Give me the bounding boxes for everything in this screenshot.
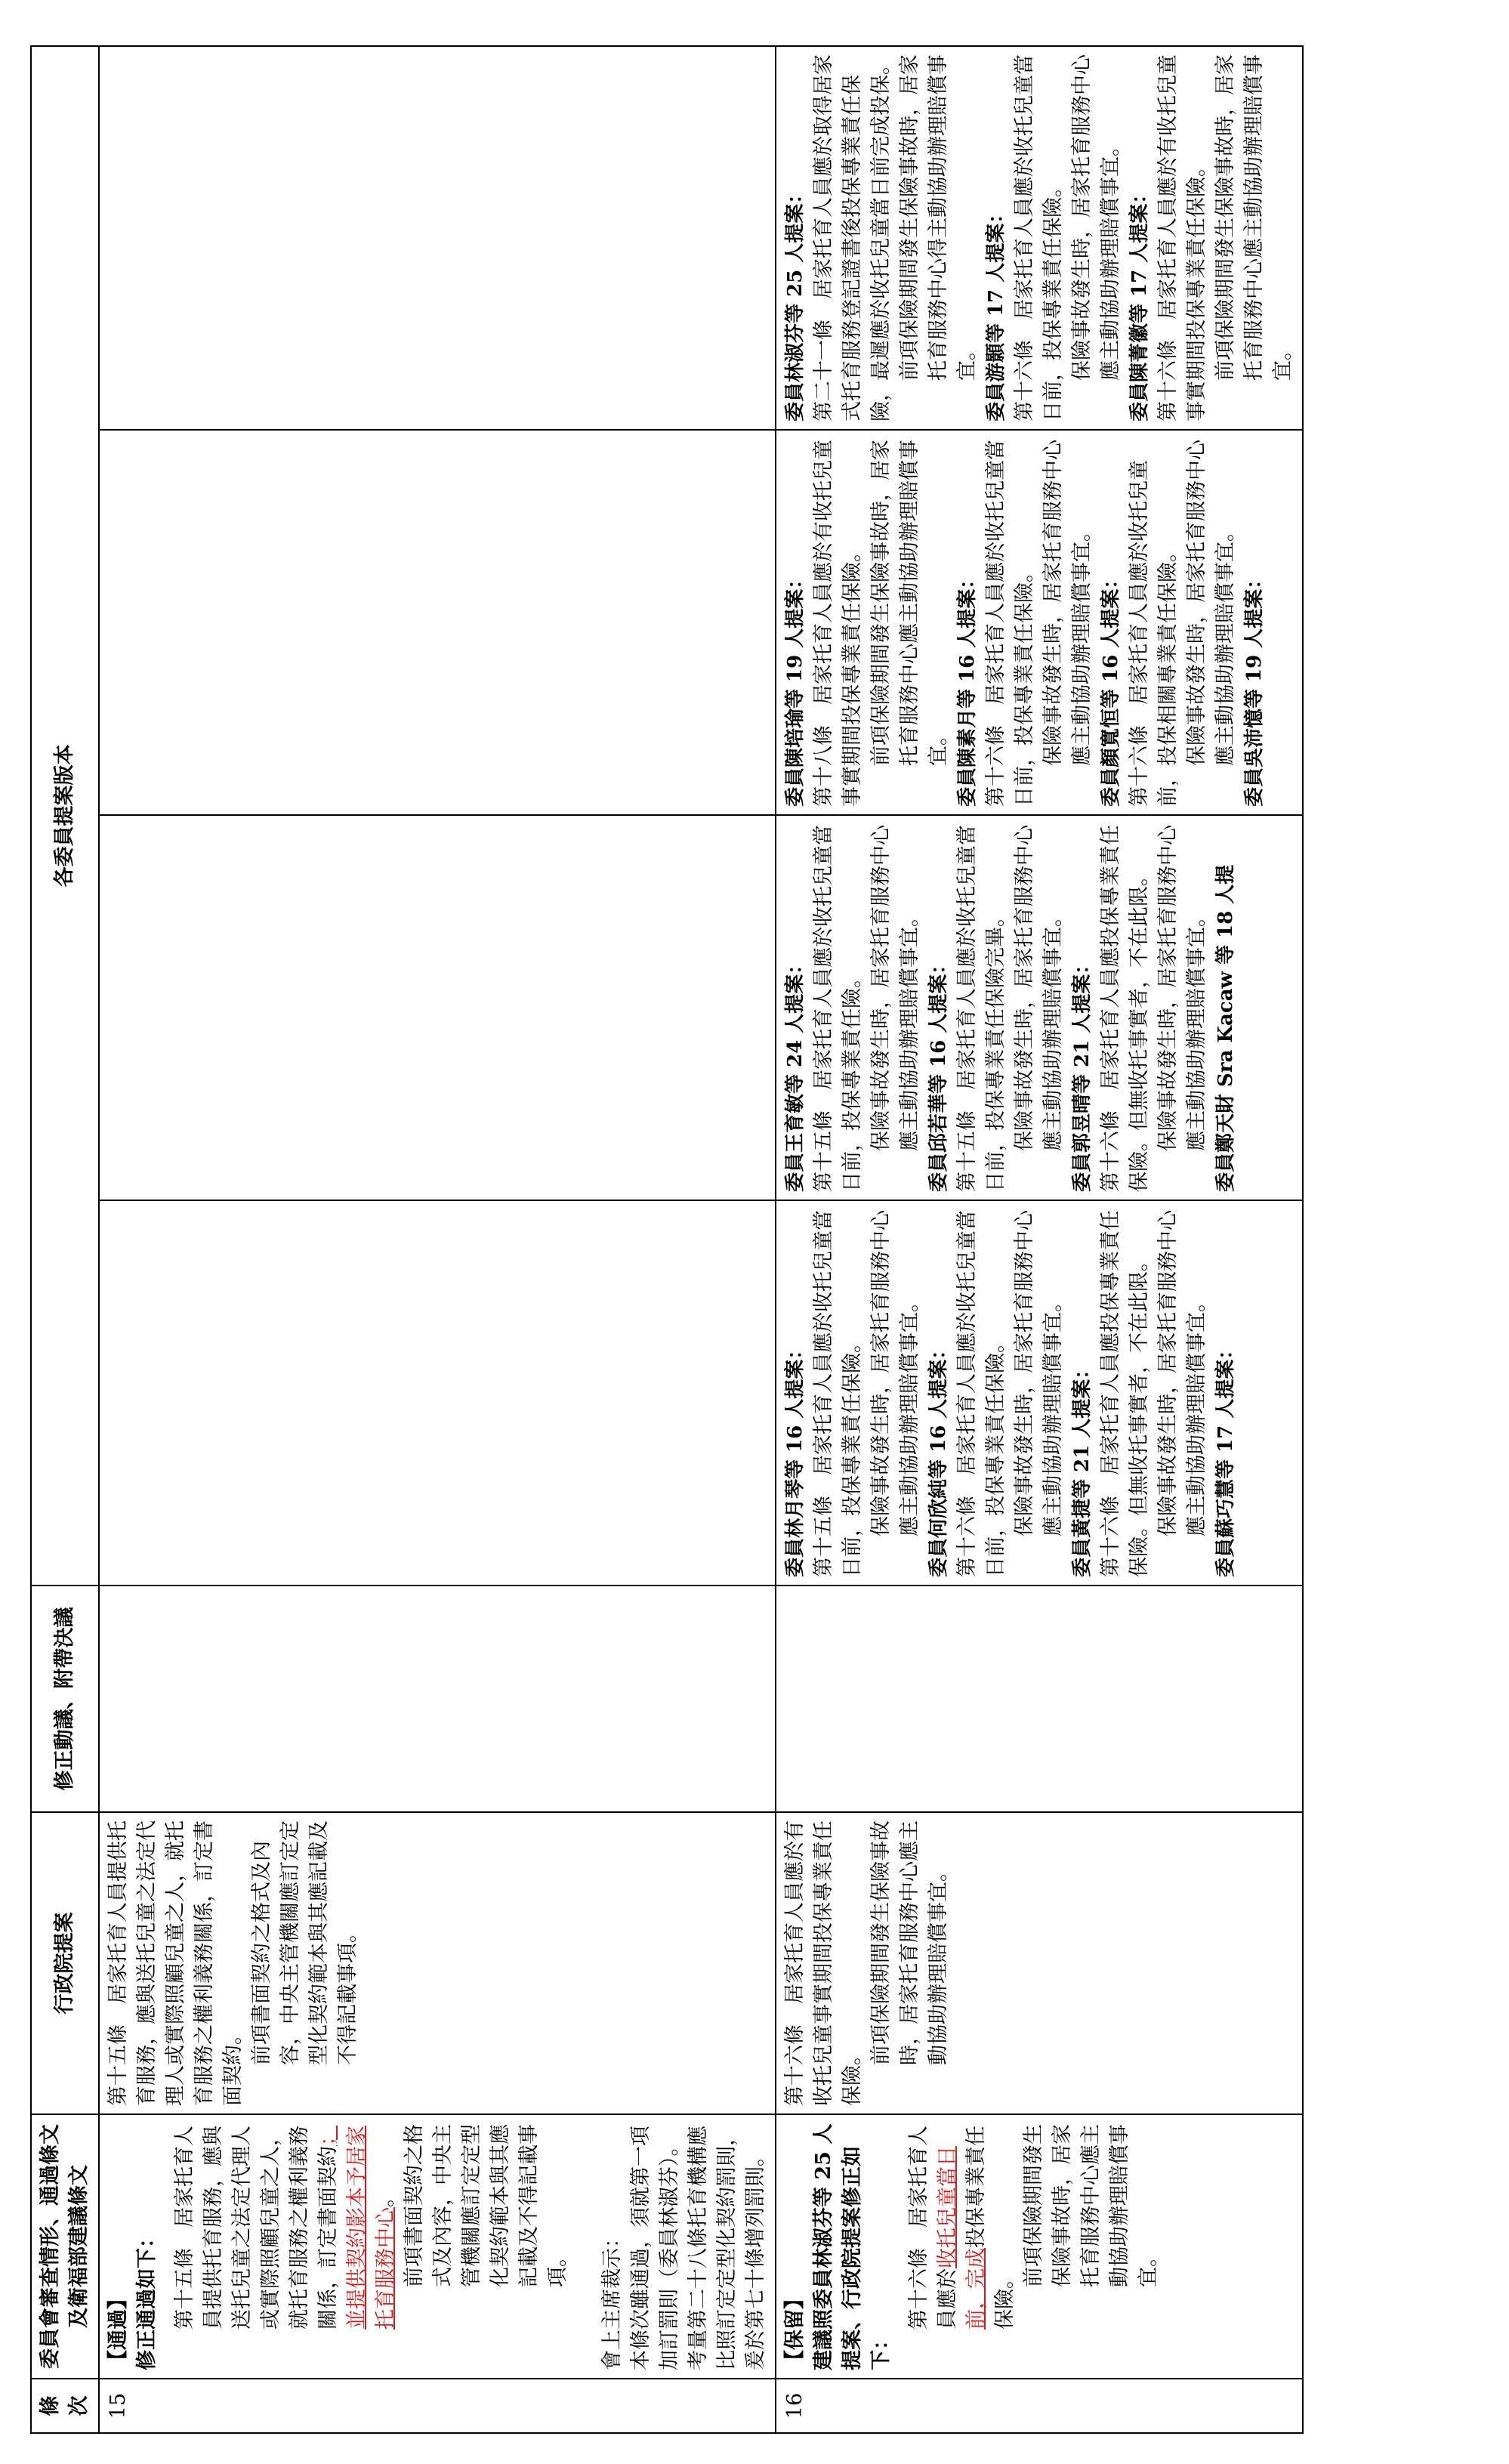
- proposer-heading: 委員林淑芬等 25 人提案：: [784, 184, 807, 421]
- article-number: 15: [99, 2379, 776, 2433]
- proposer-heading: 委員王育敏等 24 人提案：: [784, 954, 807, 1192]
- article-text-b: 前項保險期間發生保險事故時，居家托育服務中心應主動協助辦理賠償事宜。: [1022, 2124, 1160, 2287]
- proposal-block: [781, 823, 924, 1192]
- proposal-text-a: 第十八條 居家托育人員應於有收托兒童事實期間投保專業責任保險。: [812, 440, 864, 807]
- proposal-block: [953, 438, 1097, 807]
- proposal-block: [781, 54, 982, 421]
- proposer-heading: 委員顏寬恒等 16 人提案：: [1100, 569, 1122, 807]
- proposal-cell-16-1: [776, 1200, 1303, 1586]
- proposal-text-a: 第十六條 居家托育人員應於收托兒童前，投保相關專業責任保險。: [1128, 460, 1180, 807]
- committee-cell-15: [99, 2114, 776, 2379]
- proposal-cell-15-4: [99, 46, 776, 430]
- article-text: [171, 2123, 400, 2370]
- proposal-text-b: 保險事故發生時，居家托育服務中心應主動協助辦理賠償事宜。: [1041, 440, 1094, 766]
- pass-line: 修正通過如下：: [135, 2228, 159, 2370]
- proposer-heading: 委員邱若華等 16 人提案：: [927, 954, 950, 1192]
- proposal-text-b: 保險事故發生時，居家托育服務中心應主動協助辦理賠償事宜。: [869, 1210, 921, 1536]
- proposal-text-b: 保險事故發生時，居家托育服務中心應主動協助辦理賠償事宜。: [1070, 54, 1122, 381]
- proposal-cell-15-1: [99, 1200, 776, 1586]
- proposal-text-a: 第十六條 居家托育人員應於收托兒童當日前，投保專業責任保險。: [984, 440, 1036, 807]
- proposer-heading: 委員郭昱晴等 21 人提案：: [1071, 954, 1094, 1192]
- proposer-heading: 委員陳素月等 16 人提案：: [956, 569, 979, 807]
- article-text-end: 。: [374, 2187, 397, 2207]
- proposer-heading: 委員陳菁徽等 17 人提案：: [1128, 184, 1151, 421]
- proposal-block: [1097, 438, 1240, 807]
- status-tag: 【保留】: [783, 2289, 807, 2370]
- proposal-text-a: 第十五條 居家托育人員應於收托兒童當日前，投保專業責任保險。: [812, 1210, 864, 1577]
- proposer-heading: 委員鄭天財 Sra Kacaw 等 18 人提: [1214, 864, 1237, 1192]
- proposal-text-a: 第十五條 居家托育人員應於收托兒童當日前，投保專業責任險。: [812, 825, 864, 1192]
- amend-cell-15: [99, 1586, 776, 1812]
- exec-text-b: 前項保險期間發生保險事故時，居家托育服務中心應主動協助辦理賠償事宜。: [869, 1820, 950, 2065]
- header-article-no: 條次: [31, 2379, 99, 2433]
- proposal-text-a: 第十六條 居家托育人員應於有收托兒童事實期間投保專業責任保險。: [1156, 54, 1208, 421]
- proposal-block: [1240, 438, 1269, 807]
- proposal-block: [1068, 823, 1211, 1192]
- article-number: 16: [776, 2379, 1303, 2433]
- proposal-text-b: 保險事故發生時，居家托育服務中心應主動協助辦理賠償事宜。: [1156, 1210, 1208, 1536]
- proposal-block: [781, 1209, 924, 1577]
- table-row-15: [99, 46, 776, 2433]
- proposal-text-b: 前項保險期間發生保險事故時，居家托育服務中心應主動協助辦理賠償事宜。: [1214, 54, 1295, 381]
- proposer-heading: 委員黃捷等 21 人提案：: [1071, 1359, 1094, 1577]
- proposal-text-b: 前項保險期間發生保險事故時，居家托育服務中心應主動協助辦理賠償事宜。: [869, 440, 950, 766]
- proposer-heading: 委員林月琴等 16 人提案：: [784, 1339, 807, 1577]
- proposal-text-b: 保險事故發生時，居家托育服務中心應主動協助辦理賠償事宜。: [869, 825, 921, 1151]
- executive-cell-16: [776, 1812, 1303, 2114]
- proposer-heading: 委員吳沛憶等 19 人提案：: [1243, 569, 1266, 807]
- article-text-b: 前項書面契約之格式及內容，中央主管機關應訂定定型化契約範本與其應記載及不得記載事項。: [403, 2124, 569, 2287]
- proposal-text-a: 第十六條 居家托育人員應於收托兒童當日前，投保專業責任保險。: [955, 1210, 1008, 1577]
- exec-text-a: 第十五條 居家托育人員提供托育服務，應與送托兒童之法定代理人或實際照顧兒童之人，就托育服務之權利義務關係，訂定書面契約。: [106, 1820, 245, 2106]
- proposal-text-b: 保險事故發生時，居家托育服務中心應主動協助辦理賠償事宜。: [1013, 1210, 1065, 1536]
- proposal-block: [1211, 1209, 1240, 1577]
- proposal-text-a: 第十五條 居家托育人員應於收托兒童當日前，投保專業責任保險完畢。: [955, 825, 1008, 1192]
- proposal-cell-15-2: [99, 815, 776, 1200]
- amend-cell-16: [776, 1586, 1303, 1812]
- suggest-line: 建議照委員林淑芬等 25 人提案、行政院提案修正如下：: [812, 2123, 893, 2370]
- table-row-16: [776, 46, 1303, 2433]
- proposal-cell-16-3: [776, 430, 1303, 815]
- header-executive: 行政院提案: [31, 1812, 99, 2114]
- proposal-text-b: 保險事故發生時，居家托育服務中心應主動協助辦理賠償事宜。: [1156, 825, 1208, 1151]
- exec-text-a: 第十六條 居家托育人員應於有收托兒童事實期間投保專業責任保險。: [783, 1820, 864, 2106]
- proposal-block: [924, 823, 1068, 1192]
- proposal-cell-15-3: [99, 430, 776, 815]
- proposer-heading: 委員蘇巧慧等 17 人提案：: [1214, 1339, 1237, 1577]
- comparison-table: [30, 45, 1304, 2434]
- proposal-text-b: 保險事故發生時，居家托育服務中心應主動協助辦理賠償事宜。: [1013, 825, 1065, 1151]
- article-text-a: 第十六條 居家托育人員應於: [907, 2126, 959, 2330]
- article-text-a2: 投保專業責任保險。: [964, 2126, 1017, 2330]
- amended-text: 收托兒童當日前，完成: [936, 2146, 988, 2330]
- header-amend: 修正動議、附帶決議: [31, 1586, 99, 1812]
- proposer-heading: 委員游顥等 17 人提案：: [985, 203, 1008, 421]
- proposal-text-a: 第十六條 居家托育人員應投保專業責任保險。但無收托事實者，不在此限。: [1099, 1210, 1151, 1577]
- proposal-text-a: 第二十一條 居家托育人員應於取得居家式托育服務登記證書後投保專業責任保險，最遲應於收托兒童當日前完成投保。: [812, 54, 893, 421]
- header-committee: 委員會審查情形、通過條文及衛福部建議條文: [31, 2114, 99, 2379]
- executive-cell-15: [99, 1812, 776, 2114]
- proposal-text-a: 第十六條 居家托育人員應於收托兒童當日前，投保專業責任保險。: [1013, 54, 1065, 421]
- proposal-block: [1125, 54, 1298, 421]
- amended-text: ；並提供契約影本予居家托育服務中心: [316, 2126, 397, 2330]
- header-row: [31, 46, 99, 2433]
- chair-note: 本條次雖通過，須就第一項加訂罰則（委員林淑芬）。考量第二十八條托育機構應比照訂定定型化契約罰則，爰於第七十條增列罰則。: [629, 2126, 767, 2370]
- proposal-cell-16-2: [776, 815, 1303, 1200]
- committee-cell-16: [776, 2114, 1303, 2379]
- proposal-block: [1068, 1209, 1211, 1577]
- proposal-block: [982, 54, 1125, 421]
- exec-text-b: 前項書面契約之格式及內容，中央主管機關應訂定定型化契約範本與其應記載及不得記載事項。: [250, 1820, 360, 2065]
- proposal-text-a: 第十六條 居家托育人員應投保專業責任保險。但無收托事實者，不在此限。: [1099, 825, 1151, 1192]
- header-proposals: 各委員提案版本: [31, 46, 99, 1586]
- proposal-block: [1211, 823, 1240, 1192]
- proposal-block: [781, 438, 953, 807]
- status-tag: 【通過】: [106, 2289, 130, 2370]
- proposal-text-b: 保險事故發生時，居家托育服務中心應主動協助辦理賠償事宜。: [1185, 440, 1237, 766]
- article-text-a: 第十五條 居家托育人員提供托育服務，應與送托兒童之法定代理人或實際照顧兒童之人，就托育服務之權利義務關係，訂定書面契約: [173, 2126, 340, 2330]
- article-text: [905, 2123, 1020, 2370]
- proposer-heading: 委員何欣純等 16 人提案：: [927, 1339, 950, 1577]
- proposal-cell-16-4: [776, 46, 1303, 430]
- chair-note-title: 會上主席裁示：: [600, 2228, 624, 2370]
- proposal-block: [924, 1209, 1068, 1577]
- proposer-heading: 委員陳培瑜等 19 人提案：: [784, 569, 807, 807]
- proposal-text-b: 前項保險期間發生保險事故時，居家托育服務中心得主動協助辦理賠償事宜。: [898, 54, 979, 381]
